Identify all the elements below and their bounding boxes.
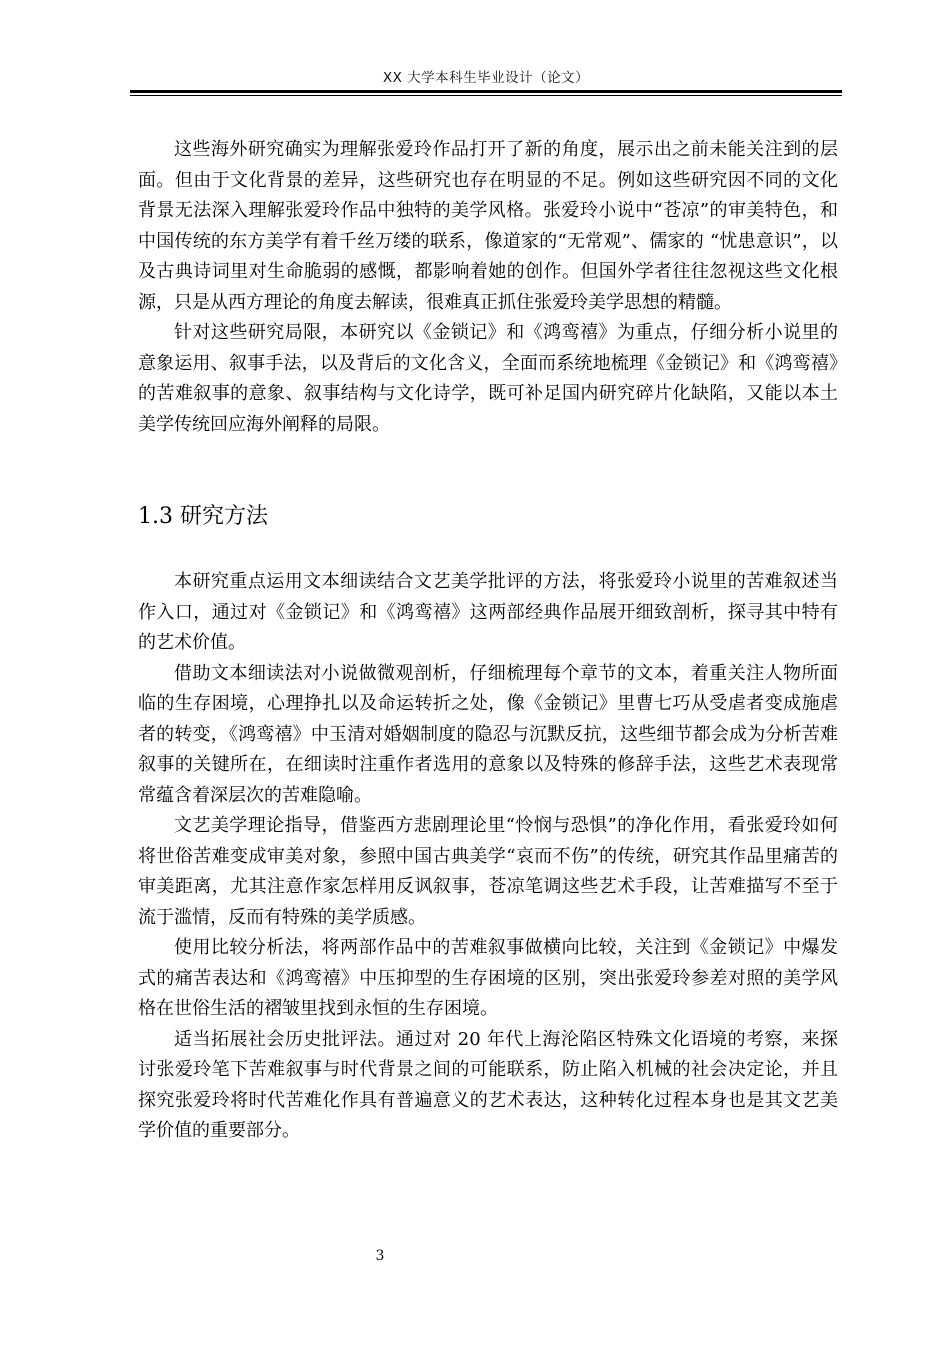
paragraph: 本研究重点运用文本细读结合文艺美学批评的方法，将张爱玲小说里的苦难叙述当作入口，通过对《金锁记》和《鸿鸾禧》这两部经典作品展开细致剖析，探寻其中特有的艺术价值。	[138, 571, 838, 653]
paragraph: 这些海外研究确实为理解张爱玲作品打开了新的角度，展示出之前未能关注到的层面。但由于文化背景的差异，这些研究也存在明显的不足。例如这些研究因不同的文化背景无法深入理解张爱玲作品中独特的美学风格。张爱玲小说中“苍凉”的审美特色，和中国传统的东方美学有着千丝万缕的联系，像道家的“无常观”、儒家的 “忧患意识”，以及古典诗词里对生命脆弱的感慨，都影响着她的创作。但国外学者往往忽视这些文化根源，只是从西方理论的角度去解读，很难真正抓住张爱玲美学思想的精髓。	[138, 139, 838, 313]
paragraph: 适当拓展社会历史批评法。通过对 20 年代上海沦陷区特殊文化语境的考察，来探讨张爱玲笔下苦难叙事与时代背景之间的可能联系，防止陷入机械的社会决定论，并且探究张爱玲将时代苦难化作具有普遍意义的艺术表达，这种转化过程本身也是其文艺美学价值的重要部分。	[138, 1028, 838, 1141]
page-number: 3	[375, 1248, 385, 1264]
section-heading: 1.3 研究方法	[138, 504, 268, 529]
paragraph: 文艺美学理论指导，借鉴西方悲剧理论里“怜悯与恐惧”的净化作用，看张爱玲如何将世俗苦难变成审美对象，参照中国古典美学“哀而不伤”的传统，研究其作品里痛苦的审美距离，尤其注意作家怎样用反讽叙事，苍凉笔调这些艺术手段，让苦难描写不至于流于滥情，反而有特殊的美学质感。	[138, 815, 838, 928]
paragraph: 借助文本细读法对小说做微观剖析，仔细梳理每个章节的文本，着重关注人物所面临的生存困境，心理挣扎以及命运转折之处，像《金锁记》里曹七巧从受虐者变成施虐者的转变，《鸿鸾禧》中玉清对婚姻制度的隐忍与沉默反抗，这些细节都会成为分析苦难叙事的关键所在，在细读时注重作者选用的意象以及特殊的修辞手法，这些艺术表现常常蕴含着深层次的苦难隐喻。	[138, 662, 838, 806]
paragraph: 使用比较分析法，将两部作品中的苦难叙事做横向比较，关注到《金锁记》中爆发式的痛苦表达和《鸿鸾禧》中压抑型的生存困境的区别，突出张爱玲参差对照的美学风格在世俗生活的褶皱里找到永恒的生存困境。	[138, 937, 838, 1019]
section-research-methods	[138, 567, 838, 1147]
page-header: XX 大学本科生毕业设计（论文）	[382, 70, 590, 86]
header-rule-thin	[130, 95, 842, 96]
section-literature-review	[138, 135, 838, 440]
paragraph: 针对这些研究局限，本研究以《金锁记》和《鸿鸾禧》为重点，仔细分析小说里的意象运用、叙事手法，以及背后的文化含义，全面而系统地梳理《金锁记》和《鸿鸾禧》的苦难叙事的意象、叙事结构与文化诗学，既可补足国内研究碎片化缺陷，又能以本土美学传统回应海外阐释的局限。	[138, 322, 838, 435]
header-rule-thick	[130, 90, 842, 93]
